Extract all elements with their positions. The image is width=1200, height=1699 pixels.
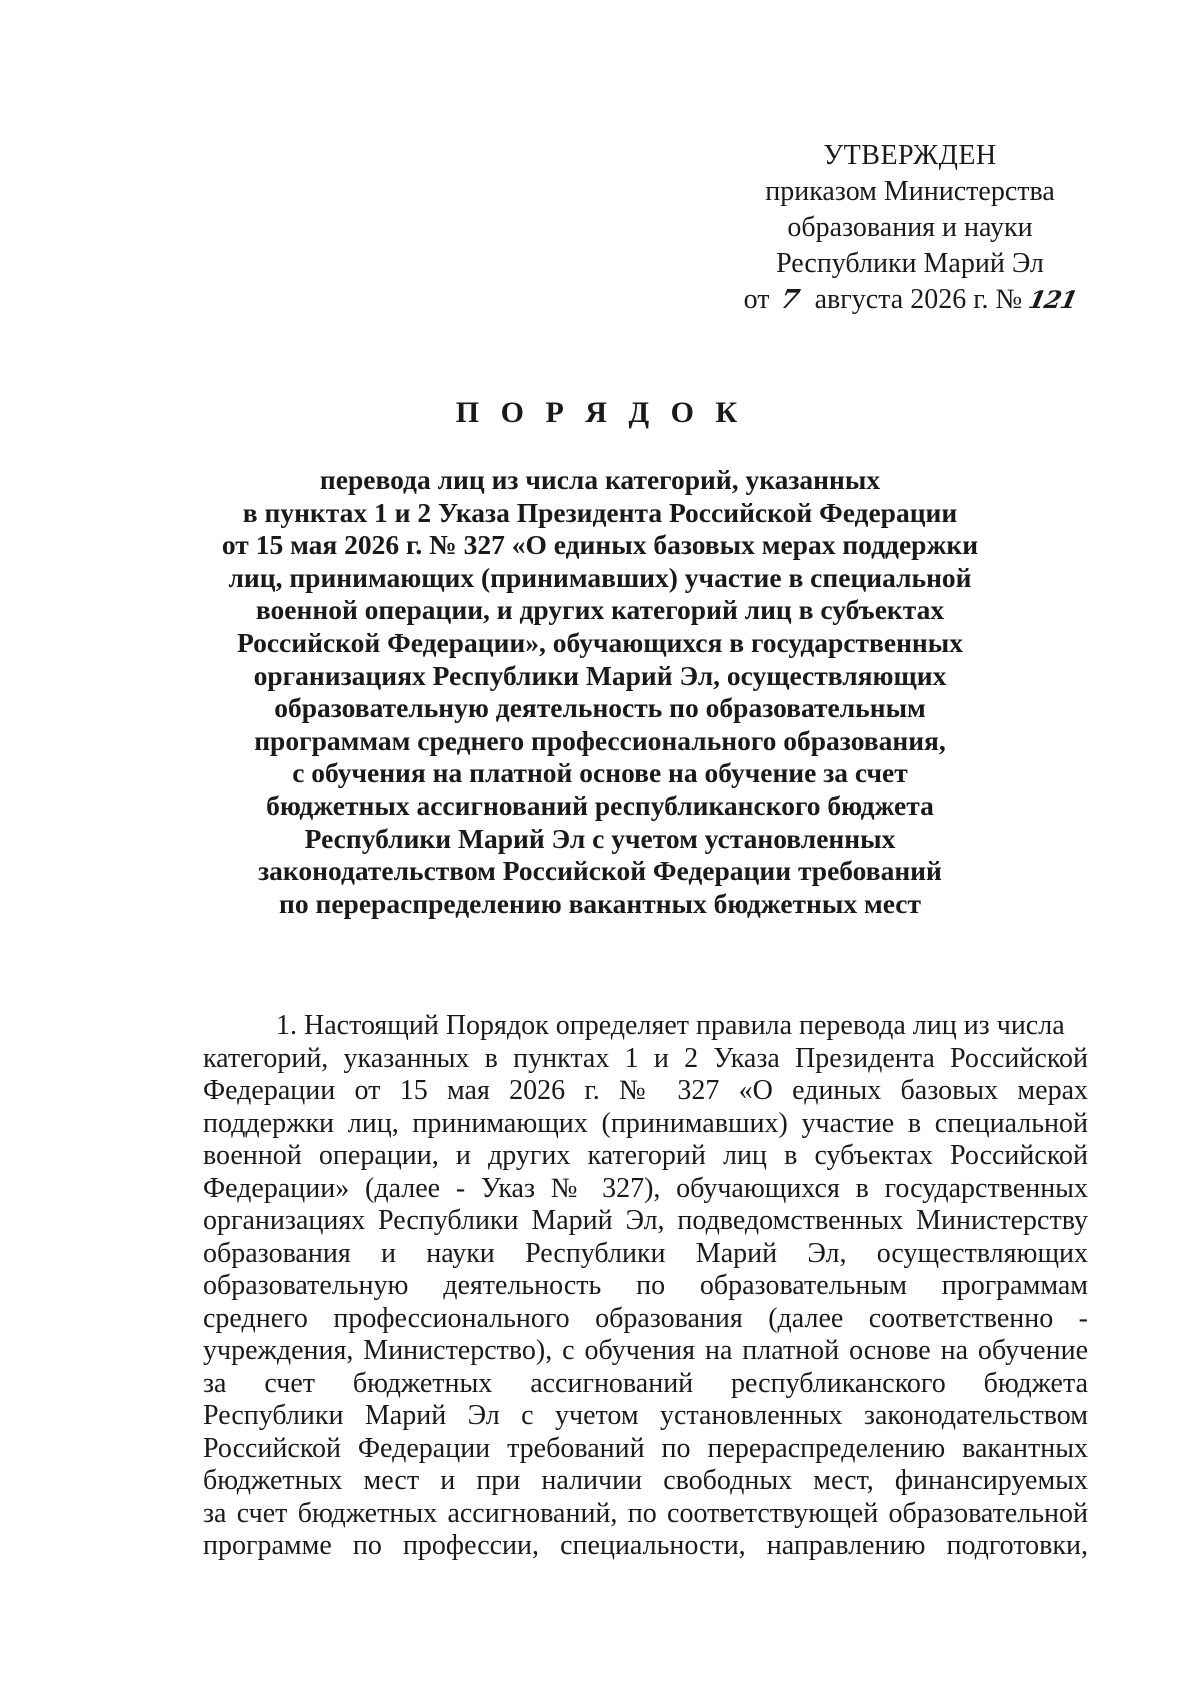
handwritten-order-number: 121 xyxy=(1026,285,1080,314)
subtitle-line: перевода лиц из числа категорий, указанных xyxy=(319,464,881,495)
subtitle-line: бюджетных ассигнований республиканского бюджета xyxy=(266,789,934,821)
body-line: поддержки лиц, принимающих (принимавших) участие в специальной xyxy=(203,1107,1088,1139)
body-line: учреждения, Министерство), с обучения на платной основе на обучение xyxy=(203,1335,1088,1366)
approval-date-line xyxy=(700,282,1120,318)
subtitle-line: законодательством Российской Федерации требований xyxy=(258,855,942,887)
body-line: за счет бюджетных ассигнований, по соответствующей образовательной xyxy=(203,1497,1088,1529)
subtitle-line: образовательную деятельность по образовательным xyxy=(274,692,926,724)
subtitle-line: с обучения на платной основе на обучение за счет xyxy=(292,757,908,789)
body-line: Российской Федерации требований по перераспределению вакантных xyxy=(203,1432,1088,1464)
body-line: бюджетных мест и при наличии свободных мест, финансируемых xyxy=(203,1465,1088,1496)
approval-stamp-block xyxy=(700,138,1120,318)
subtitle-line: от 15 мая 2026 г. № 327 «О единых базовых мерах поддержки xyxy=(221,529,979,561)
date-prefix: от xyxy=(743,284,770,315)
approval-line-order: приказом Министерства xyxy=(765,176,1055,207)
subtitle-line: Республики Марий Эл с учетом установленных xyxy=(304,822,896,854)
subtitle-line: лиц, принимающих (принимавших) участие в специальной xyxy=(228,561,972,593)
body-line: образовательную деятельность по образовательным программам xyxy=(203,1270,1088,1301)
subtitle-line: Российской Федерации», обучающихся в государственных xyxy=(236,626,963,658)
approval-line-ministry: образования и науки xyxy=(787,212,1033,243)
handwritten-day: 7 xyxy=(777,285,801,315)
approval-title: УТВЕРЖДЕН xyxy=(823,140,997,171)
body-line: военной операции, и других категорий лиц в субъектах Российской xyxy=(203,1140,1088,1171)
body-line: Республики Марий Эл с учетом установленных законодательством xyxy=(203,1400,1088,1431)
subtitle-line: по перераспределению вакантных бюджетных мест xyxy=(279,887,921,919)
subtitle-line: в пунктах 1 и 2 Указа Президента Российской Федерации xyxy=(242,496,958,528)
body-line: среднего профессионального образования (далее соответственно - xyxy=(203,1302,1088,1334)
document-body-paragraph xyxy=(203,1010,1088,1563)
document-subtitle xyxy=(220,464,980,920)
subtitle-line: программам среднего профессионального образования, xyxy=(254,724,946,756)
subtitle-line: военной операции, и других категорий лиц в субъектах xyxy=(255,594,945,626)
body-line: Федерации» (далее - Указ № 327), обучающихся в государственных xyxy=(203,1172,1088,1204)
date-month-year: августа 2026 г. № xyxy=(814,284,1023,315)
body-line: организациях Республики Марий Эл, подведомственных Министерству xyxy=(203,1205,1088,1236)
body-line: программе по профессии, специальности, направлению подготовки, xyxy=(203,1530,1088,1561)
approval-line-republic: Республики Марий Эл xyxy=(776,248,1044,279)
body-line: образования и науки Республики Марий Эл, осуществляющих xyxy=(203,1237,1088,1269)
body-line: Федерации от 15 мая 2026 г. № 327 «О единых базовых мерах xyxy=(203,1075,1088,1106)
subtitle-line: организациях Республики Марий Эл, осуществляющих xyxy=(253,659,947,691)
body-line: 1. Настоящий Порядок определяет правила перевода лиц из числа xyxy=(276,1010,1065,1041)
body-line: категорий, указанных в пунктах 1 и 2 Указа Президента Российской xyxy=(203,1042,1088,1074)
body-line: за счет бюджетных ассигнований республиканского бюджета xyxy=(203,1367,1088,1399)
document-title: П О Р Я Д О К xyxy=(455,396,745,429)
